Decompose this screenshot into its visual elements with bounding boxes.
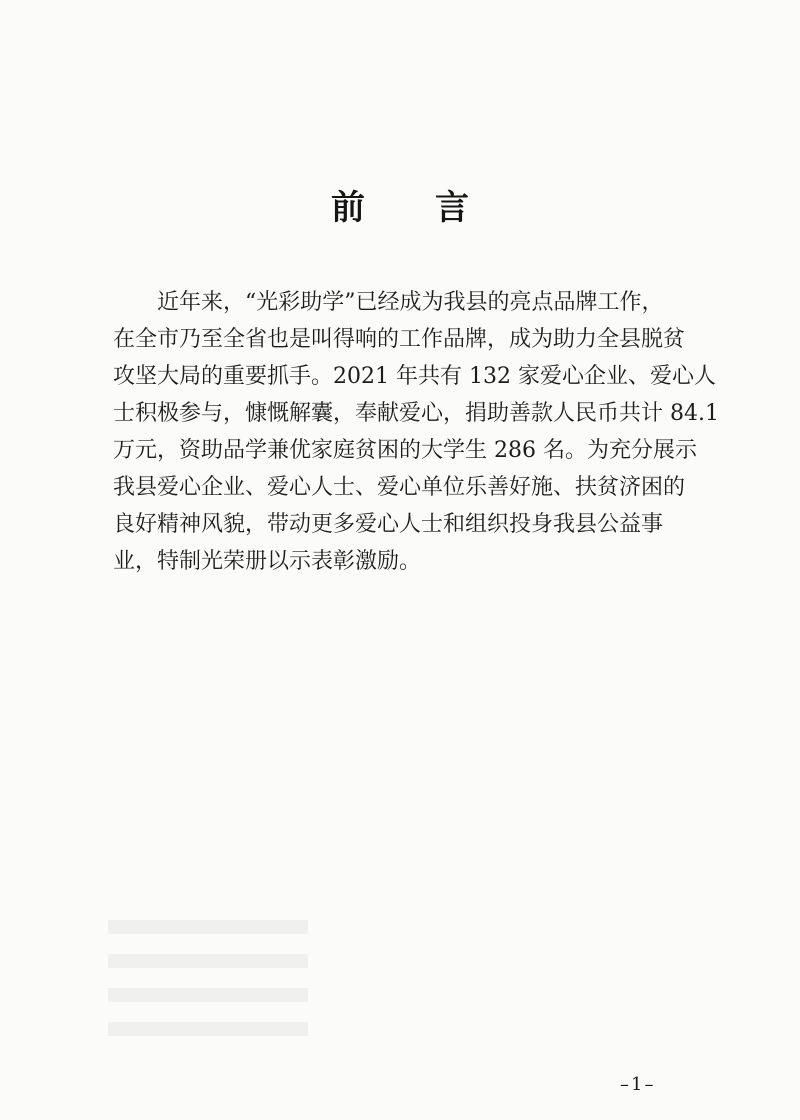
paragraph-line: 我县爱心企业、爱心人士、爱心单位乐善好施、扶贫济困的 bbox=[113, 475, 686, 500]
paragraph-line: 万元，资助品学兼优家庭贫困的大学生 286 名。为充分展示 bbox=[113, 438, 697, 463]
scan-bleed-through bbox=[108, 920, 308, 1040]
page-title: 前言 bbox=[331, 188, 539, 228]
paragraph-line: 士积极参与，慷慨解囊，奉献爱心，捐助善款人民币共计 84.1 bbox=[113, 401, 719, 426]
paragraph-line: 业，特制光荣册以示表彰激励。 bbox=[113, 549, 422, 574]
paragraph-line: 攻坚大局的重要抓手。2021 年共有 132 家爱心企业、爱心人 bbox=[113, 364, 716, 389]
preface-paragraph bbox=[113, 284, 719, 580]
paragraph-line: 在全市乃至全省也是叫得响的工作品牌，成为助力全县脱贫 bbox=[113, 327, 686, 352]
page-number: –1– bbox=[620, 1074, 656, 1095]
paragraph-line: 良好精神风貌，带动更多爱心人士和组织投身我县公益事 bbox=[113, 512, 664, 537]
paragraph-line: 近年来，“光彩助学”已经成为我县的亮点品牌工作， bbox=[157, 290, 664, 315]
